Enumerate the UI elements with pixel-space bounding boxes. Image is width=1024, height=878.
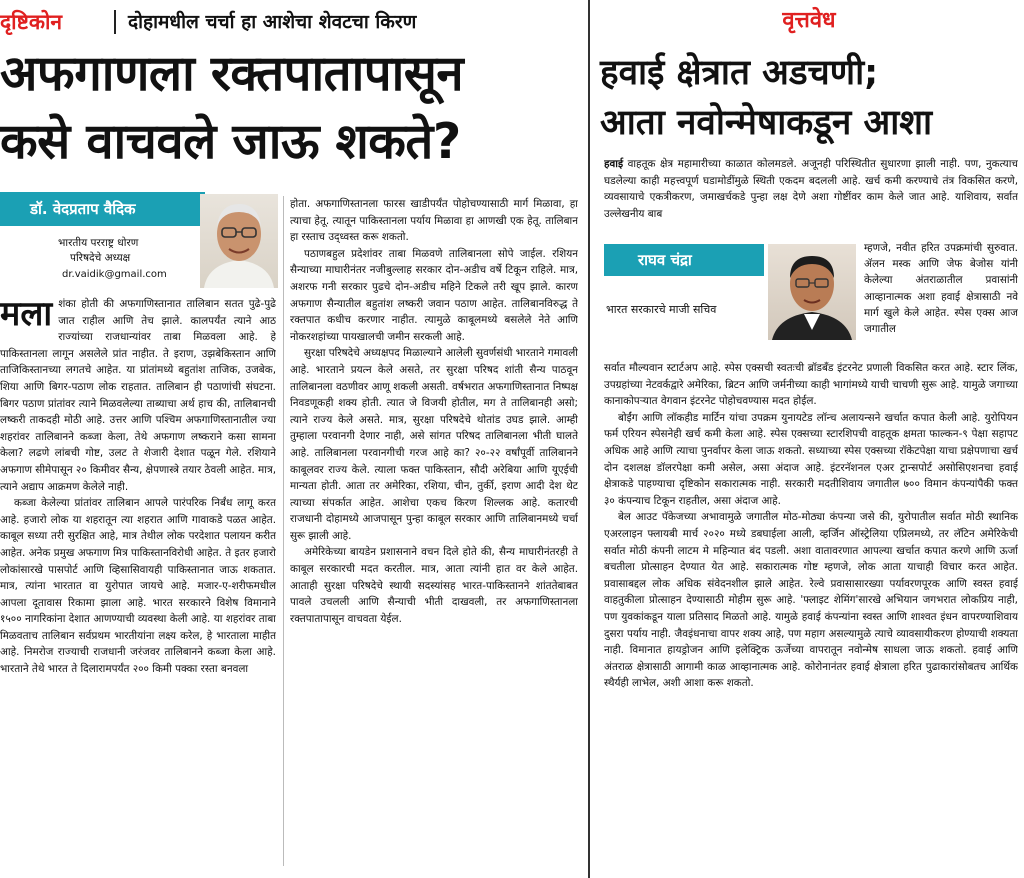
right-p1-rest: सर्वात मौल्यवान स्टार्टअप आहे. स्पेस एक्सची स्वतःची ब्रॉडबँड इंटरनेट प्रणाली विकसित करत आहे. स्टार लिंक, उपग्रहांच्या नेटवर्कद्वारे अमेरिका, ब्रिटन आणि जर्मनीच्या काही भागांमध्ये याची चाचणी सुरू आहे. यामुळे जगाच्या कानाकोपऱ्यात वेगवान इंटरनेट पोहोचवण्यास मदत होईल. [604, 362, 1018, 408]
right-p1-top [604, 156, 1018, 222]
left-col1-lead [0, 296, 276, 495]
left-column-2 [290, 196, 578, 868]
right-body [604, 360, 1018, 868]
left-col2-p1: होता. अफगाणिस्तानला फारस खाडीपर्यंत पोहोचण्यासाठी मार्ग मिळावा, हा त्याचा हेतू. त्यातून पाकिस्तानला पर्याय मिळावा हा आणखी एक हेतू. तालिबान हा रस्ताच उद्ध्वस्त करू शकतो. [290, 198, 578, 244]
left-title-line1: अफगाणला रक्तपातापासून [0, 45, 464, 102]
left-col2-p4: अमेरिकेच्या बायडेन प्रशासनाने वचन दिले होते की, सैन्य माघारीनंतरही ते काबूल सरकारची मदत करतील. मात्र, आता त्यांनी हात वर केले आहेत. आताही सुरक्षा परिषदेचे स्थायी सदस्यांसह भारत-पाकिस्तानने शांततेबाबत पावले उचलली आणि सैन्याची भीती दाखवली, तर अफगाणिस्तानला रक्तपातापासून वाचवता येईल. [290, 546, 578, 625]
right-p3: बेल आउट पॅकेजच्या अभावामुळे जगातील मोठ-मोठ्या कंपन्या जसे की, युरोपातील सर्वात मोठी स्थानिक एअरलाइन फ्लायबी मार्च २०२० मध्ये डबघाईला आली, व्हर्जिन ऑस्ट्रेलिया एप्रिलमध्ये, तर लॅटिन अमेरिकेची सर्वात मोठी कंपनी लाटम मे महिन्यात बंद पडली. अशा वातावरणात आपल्या खर्चात कपात करणे आणि ऊर्जा बचतीला प्रोत्साहन देण्यात येत आहे. सकारात्मक गोष्ट म्हणजे, लोक आता याचाही विचार करत आहेत. प्रवासाबद्दल लोक अधिक संवेदनशील झाले आहेत. रेल्वे प्रवासासारख्या पर्यावरणपूरक आणि स्वस्त हवाई वाहतुकीला प्रोत्साहन देण्यासाठी मोहीम सुरू आहे. 'फ्लाइट शेमिंग'सारखे अभियान जगभरात लोकप्रिय नाही, पण युवकांकडून याला प्रतिसाद मिळतो आहे. यामुळे हवाई कंपन्यांना स्वस्त आणि शाश्वत इंधन वापरण्याशिवाय दुसरा पर्याय नाही. जैवइंधनाचा वापर शक्य आहे, पण महाग असल्यामुळे त्याचे व्यावसायीकरण होण्याची शक्यता नाही. विमानात हायड्रोजन आणि इलेक्ट्रिक ऊर्जेच्या वापरातून नवोन्मेष साधला जाऊ शकतो. हवाई आणि अंतराळ क्षेत्रासाठी आगामी काळ आव्हानात्मक आहे. कोरोनानंतर हवाई क्षेत्राला हरित पुढाकारांसोबतच आर्थिक स्थैर्यही लाभेल, अशी आशा करू शकतो. [604, 511, 1018, 690]
right-kicker: वृत्तवेध [782, 8, 836, 33]
right-author-name: राघव चंद्रा [638, 251, 692, 269]
left-col2-p2: पठाणबहुल प्रदेशांवर ताबा मिळवणे तालिबानला सोपे जाईल. रशियन सैन्याच्या माघारीनंतर नजीबुल्लाह सरकार दोन-अडीच वर्षे टिकून राहिले. मात्र, अशरफ गनी सरकार पुढचे दोन-अडीच महिने टिकले तरी खूप झाले. कारण अफगाण सैन्यातील बहुतांश लष्करी जवान पठाण आहेत. तालिबानविरुद्ध ते रक्तपात कधीच करणार नाहीत. त्यामुळे काबूलमध्ये बसलेले नेते आणि नोकरशहांच्या पायखालची जमीन सरकली आहे. [290, 247, 578, 343]
right-side-text [864, 240, 1018, 358]
right-p2: बोईंग आणि लॉकहीड मार्टिन यांचा उपक्रम युनायटेड लॉन्च अलायन्सने खर्चात कपात केली आहे. युरोपियन फर्म एरियन स्पेसनेही खर्च कमी केला आहे. स्पेस एक्सच्या स्टारशिपची वाहतूक क्षमता फाल्कन-९ पेक्षा सहापट अधिक आहे आणि त्याचा पुनर्वापर केला जाऊ शकतो. सध्याच्या स्पेस एक्सच्या रॉकेटपेक्षा याचा प्रक्षेपणाचा खर्च दोन दशलक्ष डॉलरपेक्षा कमी असेल, असा अंदाज आहे. इंटरनॅशनल एअर ट्रान्सपोर्ट असोसिएशनचा हवाई क्षेत्राकडे पाहण्याचा दृष्टिकोन सकारात्मक नाही. सरकारी मदतीशिवाय जगातील ७०० विमान कंपन्यांपैकी फक्त ३० कंपन्याच टिकून राहतील, असा अंदाज आहे. [604, 411, 1018, 507]
left-author-box [0, 192, 280, 292]
left-author-role-line2: परिषदेचे अध्यक्ष [70, 252, 131, 264]
left-subtitle: दोहामधील चर्चा हा आशेचा शेवटचा किरण [128, 11, 417, 33]
left-column-1 [0, 296, 276, 866]
left-col2-p3: सुरक्षा परिषदेचे अध्यक्षपद मिळाल्याने आलेली सुवर्णसंधी भारताने गमावली आहे. भारताने प्रयत्न केले असते, तर सुरक्षा परिषद शांती सैन्य पाठवून तालिबानला वठणीवर आणू शकली असती. वर्षभरात अफगाणिस्तानात निष्पक्ष निवडणूकही शक्य होती. त्यात जे विजयी होतील, मग ते तालिबानही असो; त्याने राज्य केले असते. मात्र, सुरक्षा परिषदेचे थोतांड उघड झाले. आम्ही तुम्हाला परवानगी देणार नाही, असे सांगत परिषद तालिबानला भीती घालते आहे. तालिबानला परवानगीची गरज आहे का? २०-२२ वर्षांपूर्वी तालिबानने काबूलवर राज्य केले. त्याला फक्त पाकिस्तान, सौदी अरेबिया आणि यूएईची मान्यता होती. आता तर अमेरिका, रशिया, चीन, तुर्की, इराण आदी देश थेट त्याच्या संपर्कात आहेत. आशेचा एकच किरण शिल्लक आहे. कतारची राजधानी दोहामध्ये आजपासून पुन्हा काबूल सरकार आणि तालिबानमध्ये चर्चा सुरू झाली आहे. [290, 347, 578, 542]
right-lead-top [604, 156, 1018, 240]
left-col1-p2: कब्जा केलेल्या प्रांतांवर तालिबान आपले पारंपरिक निर्बंध लागू करत आहे. हजारो लोक या शहरातून त्या शहरात आणि गावाकडे पळत आहेत. काबूल सध्या तरी सुरक्षित आहे, मात्र तेथील लोक परदेशात पलायन करीत आहेत. अनेक प्रमुख अफगाण मित्र पाकिस्तानविरोधी आहेत. ते इतर हजारो लोकांसारखे पासपोर्ट आणि व्हिसासिवायही पाकिस्तानात जाऊ शकतात. मात्र, त्यांना भारतात वा युरोपात जायचे आहे. मजार-ए-शरीफमधील आपला दूतावास रिकामा झाला आहे. भारत सरकारने विशेष विमानाने १५०० नागरिकांना देशात आणण्याची व्यवस्था केली आहे. या शहरांवर ताबा मिळवताच तालिबान सर्वप्रथम भारतीयांना लक्ष्य करेल, हे भारताला माहीत आहे. निमरोज राज्याची राजधानी जरंजवर तालिबानने कब्जा केला आहे. भारताने तेथे भारत ते दिलारामपर्यंत २०० किमी पक्का रस्ता बनवला [0, 497, 276, 676]
left-author-photo [200, 194, 278, 288]
left-kicker: दृष्टिकोन [0, 10, 63, 34]
right-p1-side: म्हणजे, नवीत हरित उपक्रमांची सुरुवात. ॲलन मस्क आणि जेफ बेजोस यांनी केलेल्या अंतराळातील प्रवासांनी आव्हानात्मक अशा हवाई क्षेत्रासाठी नवे मार्ग खुले केले आहेत. स्पेस एक्स आज जगातील [864, 242, 1018, 336]
right-p1-top-text: वाहतूक क्षेत्र महामारीच्या काळात कोलमडले. अजूनही परिस्थितीत सुधारणा झाली नाही. पण, नुकत्याच घडलेल्या काही महत्त्वपूर्ण घडामोडींमुळे स्थिती एकदम बदलली आहे. खर्च कमी करण्याचे तंत्र विकसित करणे, व्यवसायाचे एकत्रीकरण, जमाखर्चकडे पुन्हा लक्ष देणे अशा गोष्टींवर काम केले जात आहे. याशिवाय, सर्वात उल्लेखनीय बाब [604, 158, 1018, 220]
right-author-photo [768, 244, 856, 340]
left-author-role-line1: भारतीय परराष्ट्र धोरण [58, 237, 139, 249]
left-dropcap: मला [0, 296, 53, 334]
page-divider [588, 0, 590, 878]
left-author-name: डॉ. वेदप्रताप वैदिक [30, 200, 136, 218]
left-col1-lead-text: शंका होती की अफगाणिस्तानात तालिबान सतत पुढे-पुढे जात राहील आणि तेच झाले. कालपर्यंत त्याने आठ राज्यांच्या राजधान्यांवर ताबा मिळवला आहे. हे पाकिस्तानला लागून असलेले प्रांत नाहीत. ते इराण, उझबेकिस्तान आणि ताजिकिस्तानच्या लगतचे आहेत. या प्रांतांमध्ये बहुतांश ताजिक, उजबेक, शिया आणि बिगर-पठाण लोक राहतात. तालिबान ही पठाणांची संघटना. बिगर पठाण प्रांतांवर त्याने मिळवलेल्या ताब्याचा अर्थ हाच की, तालिबानची लष्करी ताकदही मोठी आहे. उत्तर आणि पश्चिम अफगाणिस्तानातील ज्या शहरांवर तालिबानने कब्जा केला, तेथे अफगाण लष्कराने कसा सामना केला? लढणे लांबची गोष्ट, उलट ते शेजारी देशात पळून गेले. रशियाने अफगाण सीमेपासून २० किमीवर सैन्य, क्षेपणास्त्रे तयार ठेवली आहेत. मात्र, त्याने अद्याप आक्रमण केलेले नाही. [0, 298, 276, 493]
right-title-line1: हवाई क्षेत्रात अडचणी; [600, 53, 879, 93]
right-article [596, 0, 1022, 878]
right-title-line2: आता नवोन्मेषाकडून आशा [600, 103, 933, 143]
left-header-bar [0, 6, 582, 38]
left-column-rule [283, 196, 284, 866]
right-author-box [604, 244, 858, 340]
right-lead-bold: हवाई [604, 158, 624, 170]
left-title-line2: कसे वाचवले जाऊ शकते? [0, 113, 461, 170]
kicker-divider [114, 10, 116, 34]
left-author-email: dr.vaidik@gmail.com [62, 269, 167, 280]
right-author-role: भारत सरकारचे माजी सचिव [606, 303, 717, 316]
